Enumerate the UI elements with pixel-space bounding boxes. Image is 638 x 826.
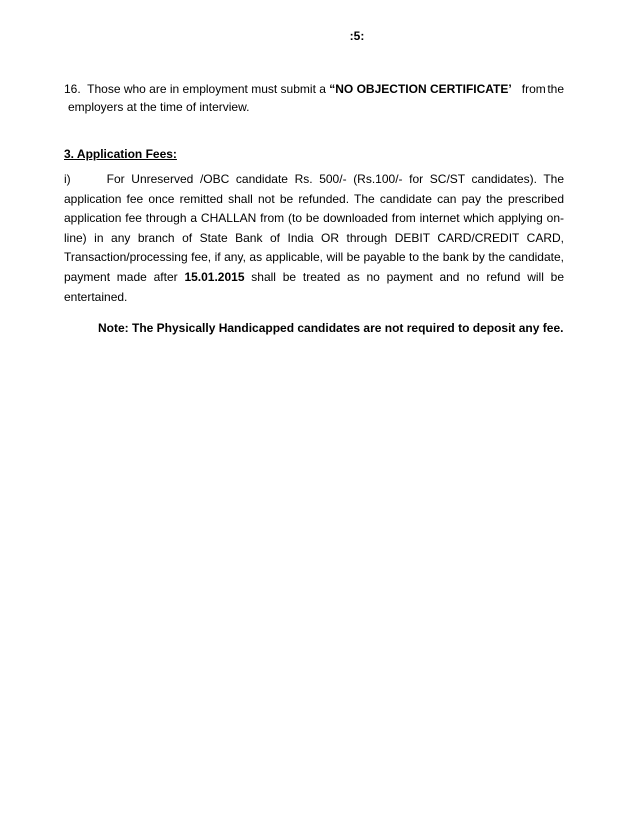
fees-line-6-a: payment made after bbox=[64, 269, 178, 284]
item-16-line-2: employers at the time of interview. bbox=[68, 100, 250, 114]
item-16 bbox=[64, 80, 564, 116]
item-16-number: 16. bbox=[64, 82, 81, 96]
page-number: :5: bbox=[349, 29, 365, 43]
item-16-main bbox=[64, 80, 546, 98]
fees-line-7: entertained. bbox=[64, 289, 128, 304]
fees-line-5: Transaction/processing fee, if any, as applicable, will be payable to the bank by the candidate, bbox=[64, 250, 564, 265]
fees-line-1 bbox=[64, 170, 564, 190]
item-16-line-1 bbox=[64, 80, 564, 98]
fees-line-2: application fee once remitted shall not be refunded. The candidate can pay the prescribed bbox=[64, 191, 564, 206]
item-16-from: from bbox=[521, 82, 546, 96]
fees-line-1-text: For Unreserved /OBC candidate Rs. 500/- (Rs.100/- for SC/ST candidates). The bbox=[106, 172, 564, 186]
section-heading-application-fees: 3. Application Fees: bbox=[64, 147, 177, 161]
ph-exemption-note: Note: The Physically Handicapped candidates are not required to deposit any fee. bbox=[98, 321, 564, 335]
fees-line-6-b: shall be treated as no payment and no refund will be bbox=[251, 269, 564, 284]
application-fees-paragraph bbox=[64, 170, 564, 307]
item-16-the: the bbox=[547, 82, 564, 96]
fees-deadline-date: 15.01.2015 bbox=[184, 269, 245, 284]
item-16-emphasis: “NO OBJECTION CERTIFICATE’ bbox=[329, 82, 512, 96]
fees-line-4: line) in any branch of State Bank of India OR through DEBIT CARD/CREDIT CARD, bbox=[64, 230, 564, 245]
fees-line-3: application fee through a CHALLAN from (to be downloaded from internet which applying on- bbox=[64, 211, 564, 226]
fees-item-marker: i) bbox=[64, 172, 71, 186]
item-16-text: Those who are in employment must submit a bbox=[87, 82, 326, 96]
fees-line-6 bbox=[64, 268, 564, 288]
